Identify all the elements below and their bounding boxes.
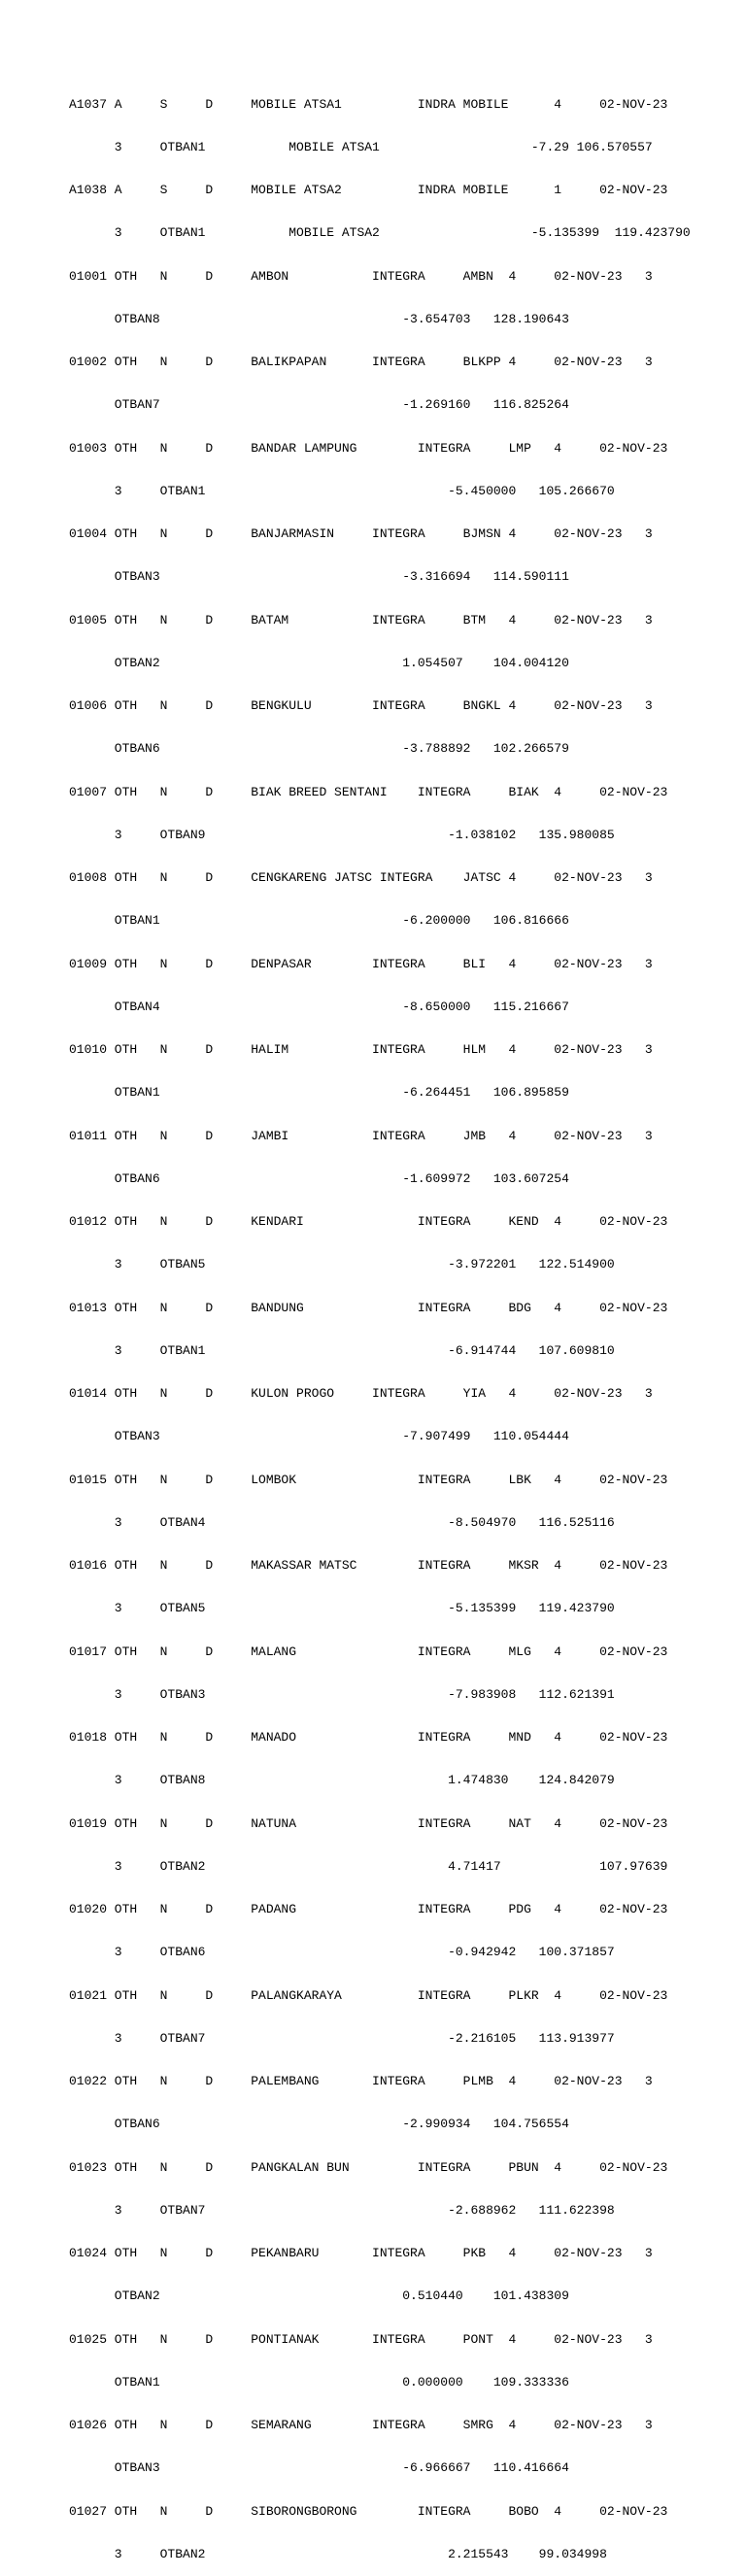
text-line: 3 OTBAN1 -6.914744 107.609810 bbox=[69, 1342, 615, 1358]
text-line: OTBAN1 -6.264451 106.895859 bbox=[69, 1085, 569, 1101]
text-line: 01003 OTH N D BANDAR LAMPUNG INTEGRA LMP 4 02-NOV-23 bbox=[69, 440, 668, 456]
text-line: 01026 OTH N D SEMARANG INTEGRA SMRG 4 02-NOV-23 3 bbox=[69, 2418, 653, 2432]
text-line: 3 OTBAN8 1.474830 124.842079 bbox=[69, 1773, 615, 1788]
text-line: OTBAN2 1.054507 104.004120 bbox=[69, 655, 569, 670]
text-line: 01022 OTH N D PALEMBANG INTEGRA PLMB 4 02-NOV-23 3 bbox=[69, 2074, 653, 2088]
text-line: 01012 OTH N D KENDARI INTEGRA KEND 4 02-NOV-23 bbox=[69, 1214, 668, 1229]
text-line: OTBAN3 -3.316694 114.590111 bbox=[69, 569, 569, 585]
text-line: OTBAN2 0.510440 101.438309 bbox=[69, 2288, 569, 2304]
text-line: 01013 OTH N D BANDUNG INTEGRA BDG 4 02-NOV-23 bbox=[69, 1300, 668, 1315]
text-line: 3 OTBAN1 MOBILE ATSA2 -5.135399 119.423790 bbox=[69, 225, 691, 241]
text-line: 01016 OTH N D MAKASSAR MATSC INTEGRA MKSR 4 02-NOV-23 bbox=[69, 1558, 668, 1573]
text-line: 01017 OTH N D MALANG INTEGRA MLG 4 02-NOV-23 bbox=[69, 1644, 668, 1659]
text-line: 01011 OTH N D JAMBI INTEGRA JMB 4 02-NOV-23 3 bbox=[69, 1128, 653, 1143]
text-line: 3 OTBAN5 -3.972201 122.514900 bbox=[69, 1257, 615, 1272]
text-line: 01002 OTH N D BALIKPAPAN INTEGRA BLKPP 4 02-NOV-23 3 bbox=[69, 355, 653, 369]
text-line: 01023 OTH N D PANGKALAN BUN INTEGRA PBUN 4 02-NOV-23 bbox=[69, 2159, 668, 2175]
text-line: OTBAN3 -7.907499 110.054444 bbox=[69, 1429, 569, 1444]
text-line: OTBAN1 0.000000 109.333336 bbox=[69, 2374, 569, 2390]
text-line: 3 OTBAN3 -7.983908 112.621391 bbox=[69, 1686, 615, 1702]
text-line: 3 OTBAN2 2.215543 99.034998 bbox=[69, 2546, 607, 2561]
text-line: 01015 OTH N D LOMBOK INTEGRA LBK 4 02-NOV-23 bbox=[69, 1472, 668, 1487]
text-line: A1038 A S D MOBILE ATSA2 INDRA MOBILE 1 02-NOV-23 bbox=[69, 183, 668, 197]
text-line: OTBAN6 -2.990934 104.756554 bbox=[69, 2117, 569, 2132]
text-line: 01006 OTH N D BENGKULU INTEGRA BNGKL 4 02-NOV-23 3 bbox=[69, 698, 653, 713]
text-line: 3 OTBAN6 -0.942942 100.371857 bbox=[69, 1945, 615, 1960]
text-line: 01020 OTH N D PADANG INTEGRA PDG 4 02-NOV-23 bbox=[69, 1902, 668, 1916]
text-line: 3 OTBAN7 -2.688962 111.622398 bbox=[69, 2202, 615, 2218]
text-line: 01005 OTH N D BATAM INTEGRA BTM 4 02-NOV-23 3 bbox=[69, 612, 653, 627]
text-line: 01021 OTH N D PALANGKARAYA INTEGRA PLKR 4 02-NOV-23 bbox=[69, 1987, 668, 2003]
text-line: 3 OTBAN5 -5.135399 119.423790 bbox=[69, 1601, 615, 1616]
text-line: 3 OTBAN1 MOBILE ATSA1 -7.29 106.570557 bbox=[69, 139, 653, 154]
text-line: 01004 OTH N D BANJARMASIN INTEGRA BJMSN 4 02-NOV-23 3 bbox=[69, 526, 653, 541]
text-line: 3 OTBAN7 -2.216105 113.913977 bbox=[69, 2030, 615, 2046]
text-line: 3 OTBAN2 4.71417 107.97639 bbox=[69, 1858, 668, 1874]
text-line: 01010 OTH N D HALIM INTEGRA HLM 4 02-NOV-23 3 bbox=[69, 1042, 653, 1057]
text-line: 3 OTBAN9 -1.038102 135.980085 bbox=[69, 827, 615, 842]
text-line: A1037 A S D MOBILE ATSA1 INDRA MOBILE 4 02-NOV-23 bbox=[69, 96, 668, 112]
text-line: OTBAN8 -3.654703 128.190643 bbox=[69, 311, 569, 326]
text-line: 01014 OTH N D KULON PROGO INTEGRA YIA 4 02-NOV-23 3 bbox=[69, 1386, 653, 1401]
text-line: 01008 OTH N D CENGKARENG JATSC INTEGRA JATSC 4 02-NOV-23 3 bbox=[69, 870, 653, 885]
text-line: 3 OTBAN1 -5.450000 105.266670 bbox=[69, 483, 615, 498]
text-line: 01009 OTH N D DENPASAR INTEGRA BLI 4 02-NOV-23 3 bbox=[69, 956, 653, 971]
text-line: 01018 OTH N D MANADO INTEGRA MND 4 02-NOV-23 bbox=[69, 1730, 668, 1745]
text-line: 01025 OTH N D PONTIANAK INTEGRA PONT 4 02-NOV-23 3 bbox=[69, 2331, 653, 2347]
text-line: 01019 OTH N D NATUNA INTEGRA NAT 4 02-NOV-23 bbox=[69, 1815, 668, 1831]
text-line: OTBAN1 -6.200000 106.816666 bbox=[69, 913, 569, 929]
text-line: 01001 OTH N D AMBON INTEGRA AMBN 4 02-NOV-23 3 bbox=[69, 268, 653, 284]
text-line: 3 OTBAN4 -8.504970 116.525116 bbox=[69, 1514, 615, 1530]
text-line: OTBAN4 -8.650000 115.216667 bbox=[69, 999, 569, 1014]
document-text bbox=[69, 69, 739, 2576]
text-line: 01024 OTH N D PEKANBARU INTEGRA PKB 4 02-NOV-23 3 bbox=[69, 2246, 653, 2260]
text-line: 01007 OTH N D BIAK BREED SENTANI INTEGRA BIAK 4 02-NOV-23 bbox=[69, 784, 668, 799]
text-line: OTBAN6 -1.609972 103.607254 bbox=[69, 1170, 569, 1186]
text-line: 01027 OTH N D SIBORONGBORONG INTEGRA BOBO 4 02-NOV-23 bbox=[69, 2503, 668, 2519]
text-line: OTBAN3 -6.966667 110.416664 bbox=[69, 2460, 569, 2476]
text-line: OTBAN6 -3.788892 102.266579 bbox=[69, 741, 569, 757]
text-line: OTBAN7 -1.269160 116.825264 bbox=[69, 397, 569, 413]
